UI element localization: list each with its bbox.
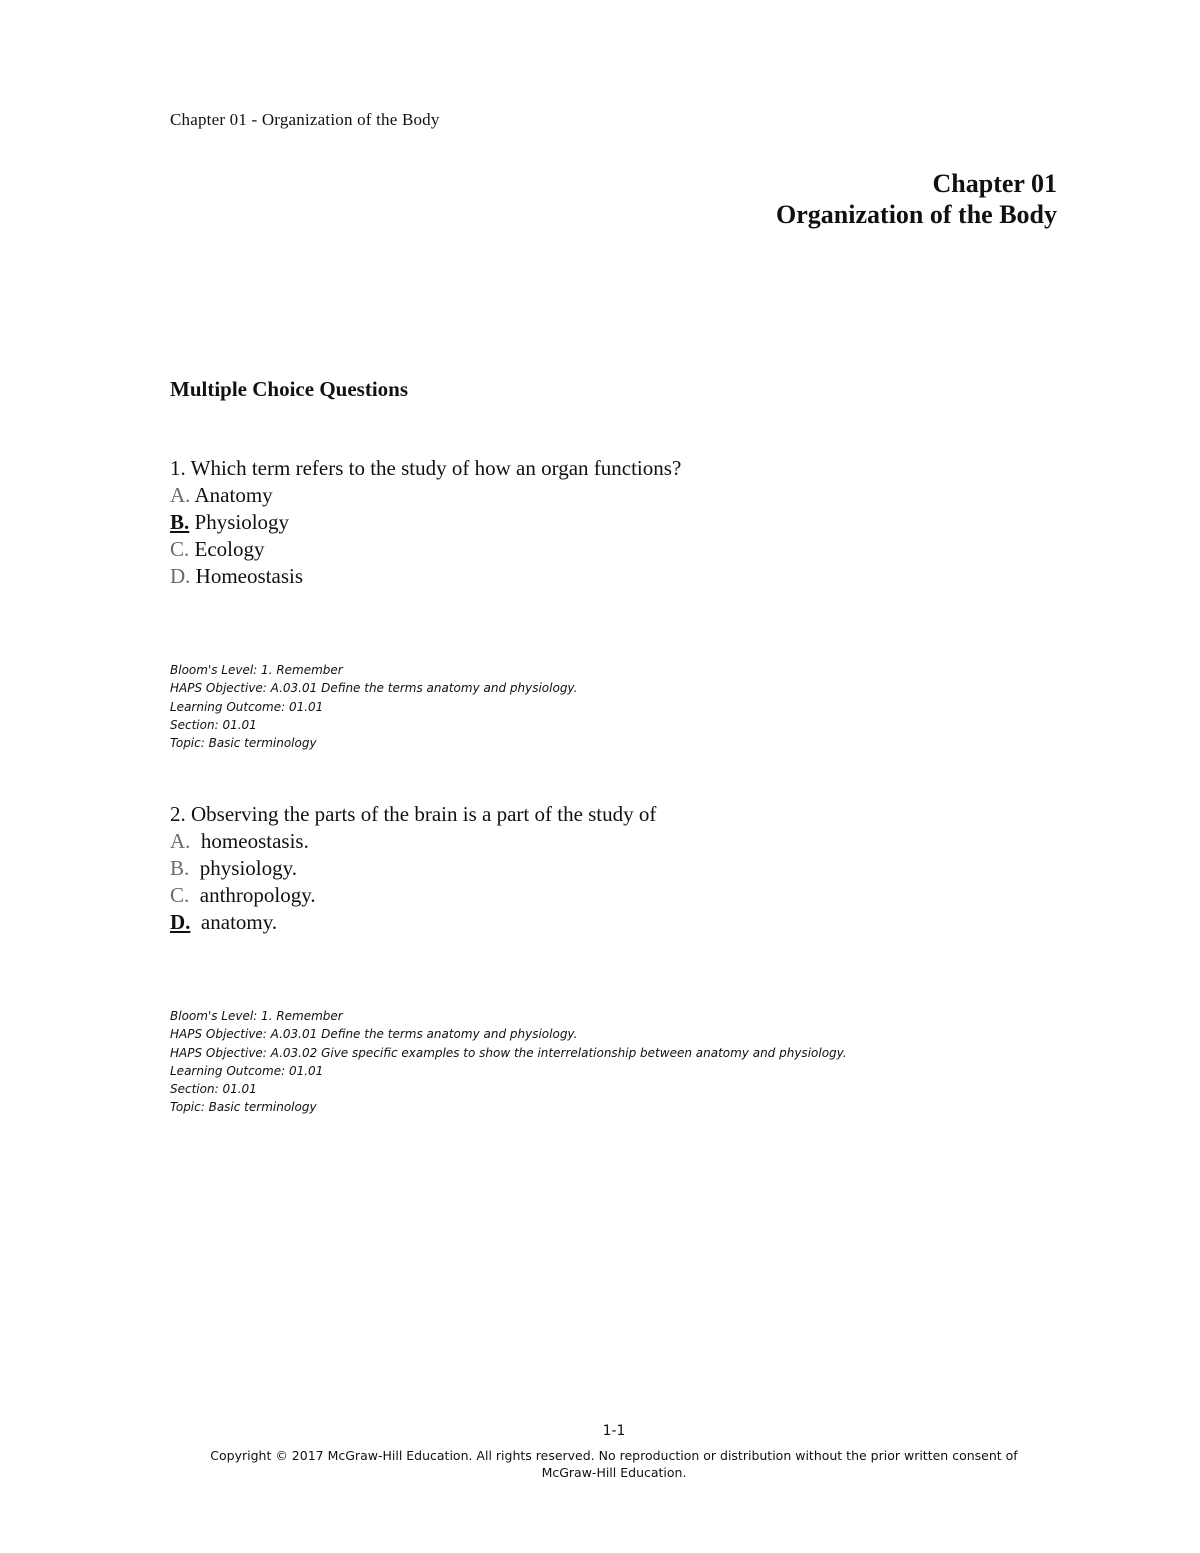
haps-objective: HAPS Objective: A.03.01 Define the terms anatomy and physiology. bbox=[170, 1027, 578, 1042]
answer-option-b bbox=[170, 509, 681, 536]
correct-option-letter: D. bbox=[170, 910, 191, 934]
option-letter: C. bbox=[170, 537, 190, 561]
question-1 bbox=[170, 455, 681, 590]
option-text: Ecology bbox=[194, 537, 265, 561]
blooms-level: Bloom's Level: 1. Remember bbox=[170, 1009, 343, 1023]
question-1-metadata bbox=[170, 661, 577, 752]
answer-option-c bbox=[170, 536, 681, 563]
answer-option-d bbox=[170, 563, 681, 590]
option-text: homeostasis. bbox=[200, 829, 309, 853]
question-stem: 2. Observing the parts of the brain is a part of the study of bbox=[170, 802, 657, 826]
blooms-level: Bloom's Level: 1. Remember bbox=[170, 663, 343, 677]
answer-option-a bbox=[170, 482, 681, 509]
section-ref: Section: 01.01 bbox=[170, 717, 257, 732]
running-header: Chapter 01 - Organization of the Body bbox=[170, 110, 440, 129]
option-letter: C. bbox=[170, 883, 190, 907]
option-text: physiology. bbox=[199, 856, 297, 880]
option-text: anatomy. bbox=[200, 910, 278, 934]
answer-option-b bbox=[170, 855, 656, 882]
correct-option-letter: B. bbox=[170, 510, 190, 534]
option-letter: A. bbox=[170, 829, 191, 853]
question-stem: 1. Which term refers to the study of how an organ functions? bbox=[170, 456, 682, 480]
answer-option-d bbox=[170, 909, 656, 936]
option-text: Homeostasis bbox=[195, 564, 303, 588]
haps-objective: HAPS Objective: A.03.02 Give specific examples to show the interrelationship between anatomy and physiology. bbox=[170, 1045, 847, 1060]
section-heading: Multiple Choice Questions bbox=[170, 377, 409, 401]
learning-outcome: Learning Outcome: 01.01 bbox=[170, 699, 324, 714]
option-letter: B. bbox=[170, 856, 190, 880]
section-ref: Section: 01.01 bbox=[170, 1082, 257, 1097]
option-text: anthropology. bbox=[199, 883, 316, 907]
chapter-number: Chapter 01 bbox=[932, 169, 1057, 198]
topic: Topic: Basic terminology bbox=[170, 736, 317, 751]
haps-objective: HAPS Objective: A.03.01 Define the terms anatomy and physiology. bbox=[170, 681, 578, 696]
copyright-notice: Copyright © 2017 McGraw-Hill Education. All rights reserved. No reproduction or distribution without the prior written consent of McGraw-Hill Education. bbox=[210, 1448, 1018, 1480]
option-text: Physiology bbox=[194, 510, 290, 534]
answer-option-c bbox=[170, 882, 656, 909]
chapter-title bbox=[776, 168, 1057, 230]
option-text: Anatomy bbox=[194, 483, 273, 507]
question-2-metadata bbox=[170, 1007, 847, 1117]
topic: Topic: Basic terminology bbox=[170, 1100, 317, 1115]
option-letter: D. bbox=[170, 564, 191, 588]
chapter-name: Organization of the Body bbox=[776, 200, 1057, 229]
page-number: 1-1 bbox=[602, 1423, 626, 1439]
option-letter: A. bbox=[170, 483, 191, 507]
answer-option-a bbox=[170, 828, 656, 855]
question-2 bbox=[170, 801, 656, 936]
learning-outcome: Learning Outcome: 01.01 bbox=[170, 1063, 324, 1078]
